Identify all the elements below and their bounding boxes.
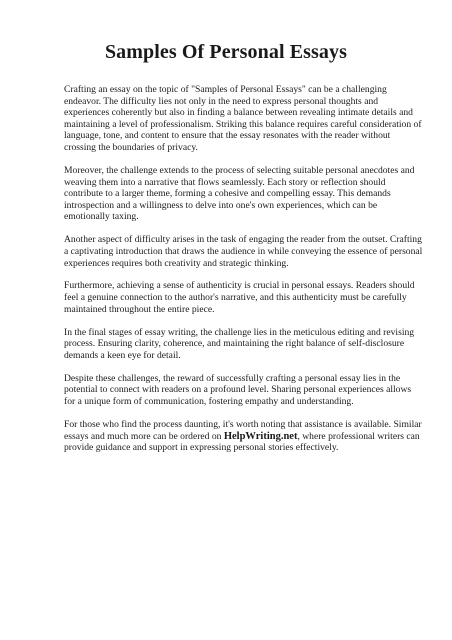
document-title: Samples Of Personal Essays (104, 41, 348, 63)
paragraph-2: Moreover, the challenge extends to the process of selecting suitable personal anecdotes and weaving them into a narrative that flows seamlessly. Each story or reflection should contribute to a larger theme, forming a cohesive and compelling essay. This demands introspection and a willingness to delve into one's own experiences, which can be emotionally taxing. (64, 164, 415, 223)
closing-text-after: , where professional writers can provide guidance and support in expressing personal stories effectively. (64, 430, 420, 454)
brand-name: HelpWriting.net (223, 430, 298, 442)
closing-text-before: For those who find the process daunting, it's worth noting that assistance is available. Similar essays and much more can be ordered on (64, 419, 422, 442)
paragraph-5: In the final stages of essay writing, the challenge lies in the meticulous editing and revising process. Ensuring clarity, coherence, and maintaining the right balance of self-disclosure demands a keen eye for detail. (64, 326, 415, 361)
document-body (64, 84, 424, 465)
paragraph-3: Another aspect of difficulty arises in the task of engaging the reader from the outset. Crafting a captivating introduction that draws the audience in while conveying the essence of personal experiences requires both creativity and strategic thinking. (64, 234, 423, 269)
paragraph-1: Crafting an essay on the topic of "Samples of Personal Essays" can be a challenging endeavor. The difficulty lies not only in the need to express personal thoughts and experiences coherently but also in finding a balance between revealing intimate details and maintaining a level of professionalism. Striking this balance requires careful consideration of language, tone, and content to ensure that the essay resonates with the reader without crossing the boundaries of privacy. (64, 84, 422, 153)
paragraph-closing (64, 419, 424, 454)
paragraph-6: Despite these challenges, the reward of successfully crafting a personal essay lies in the potential to connect with readers on a profound level. Sharing personal experiences allows for a unique form of communication, fostering empathy and understanding. (64, 372, 412, 408)
paragraph-4: Furthermore, achieving a sense of authenticity is crucial in personal essays. Readers should feel a genuine connection to the author's narrative, and this authenticity must be carefully maintained throughout the entire piece. (64, 280, 415, 315)
